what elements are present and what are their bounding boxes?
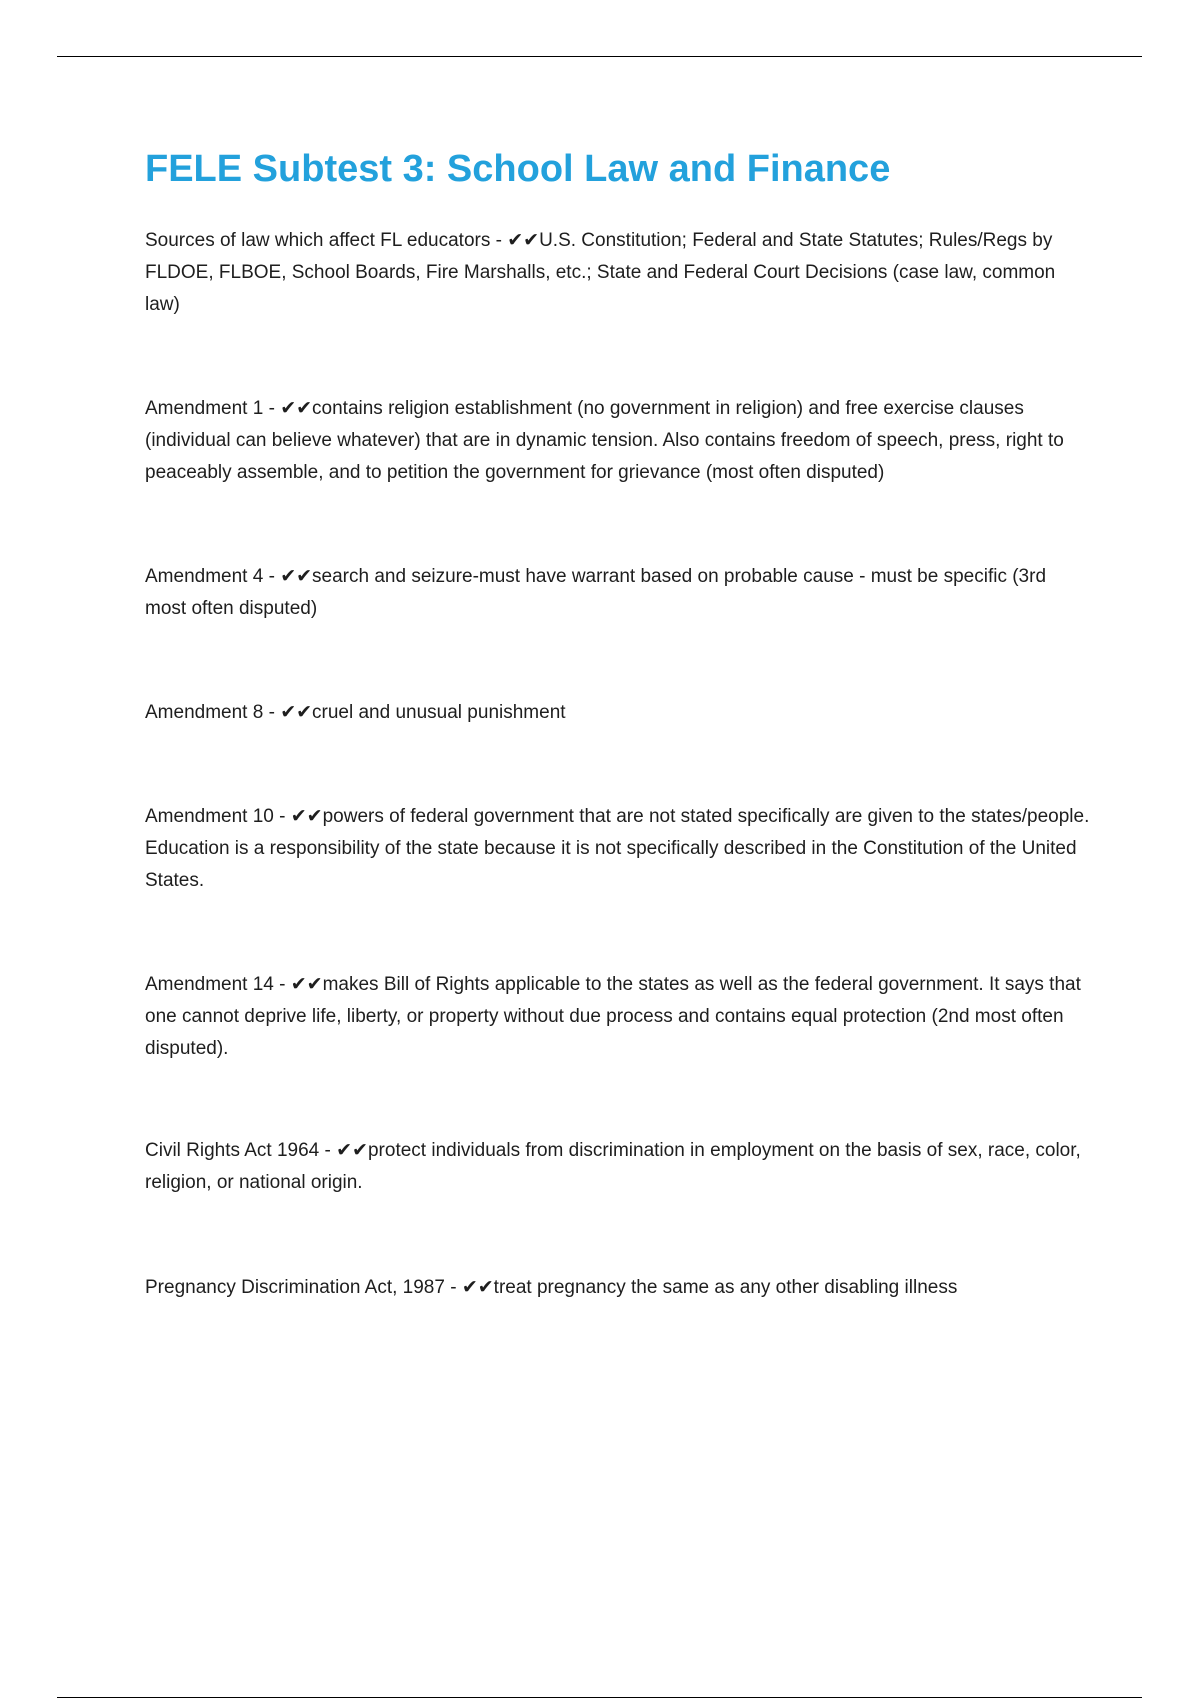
bottom-rule — [57, 1697, 1142, 1698]
entry-term: Sources of law which affect FL educators — [145, 230, 491, 251]
entry-term: Amendment 14 — [145, 974, 274, 995]
double-check-icon: ✔✔ — [290, 805, 323, 827]
entry-definition: cruel and unusual punishment — [312, 702, 566, 723]
entry-amendment-14 — [145, 968, 1090, 1065]
entry-definition: protect individuals from discrimination in employment on the basis of sex, race, color, religion, or national origin. — [145, 1140, 1081, 1193]
entry-definition: treat pregnancy the same as any other disabling illness — [493, 1277, 958, 1298]
entry-term: Pregnancy Discrimination Act, 1987 — [145, 1277, 445, 1298]
entry-separator: - — [263, 702, 281, 723]
entry-term: Amendment 10 — [145, 806, 274, 827]
entry-separator: - — [490, 230, 508, 251]
entry-definition: powers of federal government that are not stated specifically are given to the states/people. Education is a responsibility of the state because it is not specifically described in the Constitution of the United States. — [145, 806, 1090, 891]
top-rule — [57, 56, 1142, 57]
entry-separator: - — [444, 1277, 462, 1298]
page-title: FELE Subtest 3: School Law and Finance — [145, 148, 891, 190]
double-check-icon: ✔✔ — [280, 701, 313, 723]
entry-term: Civil Rights Act 1964 — [145, 1140, 320, 1161]
entry-separator: - — [273, 974, 291, 995]
entry-separator: - — [263, 566, 281, 587]
entry-separator: - — [263, 398, 281, 419]
entry-term: Amendment 8 — [145, 702, 264, 723]
entry-sources-of-law — [145, 224, 1090, 321]
double-check-icon: ✔✔ — [290, 973, 323, 995]
double-check-icon: ✔✔ — [507, 229, 540, 251]
entry-amendment-8 — [145, 696, 1090, 729]
entry-term: Amendment 1 — [145, 398, 264, 419]
entry-amendment-1 — [145, 392, 1090, 489]
entry-separator: - — [319, 1140, 337, 1161]
entry-definition: makes Bill of Rights applicable to the states as well as the federal government. It says that one cannot deprive life, liberty, or property without due process and contains equal protection (2nd most often disputed). — [145, 974, 1081, 1059]
entry-pregnancy-discrimination-act — [145, 1271, 1090, 1304]
entry-definition: U.S. Constitution; Federal and State Statutes; Rules/Regs by FLDOE, FLBOE, School Boards, Fire Marshalls, etc.; State and Federal Court Decisions (case law, common law) — [145, 230, 1056, 315]
entry-definition: search and seizure-must have warrant based on probable cause - must be specific (3rd most often disputed) — [145, 566, 1047, 619]
entry-definition: contains religion establishment (no government in religion) and free exercise clauses (individual can believe whatever) that are in dynamic tension. Also contains freedom of speech, press, right to peaceably assemble, and to petition the government for grievance (most often disputed) — [145, 398, 1064, 483]
entry-amendment-10 — [145, 800, 1090, 897]
entry-amendment-4 — [145, 560, 1090, 625]
entry-civil-rights-act — [145, 1134, 1090, 1199]
double-check-icon: ✔✔ — [280, 397, 313, 419]
entry-term: Amendment 4 — [145, 566, 264, 587]
entry-separator: - — [273, 806, 291, 827]
double-check-icon: ✔✔ — [461, 1276, 494, 1298]
double-check-icon: ✔✔ — [336, 1139, 368, 1161]
double-check-icon: ✔✔ — [280, 565, 313, 587]
